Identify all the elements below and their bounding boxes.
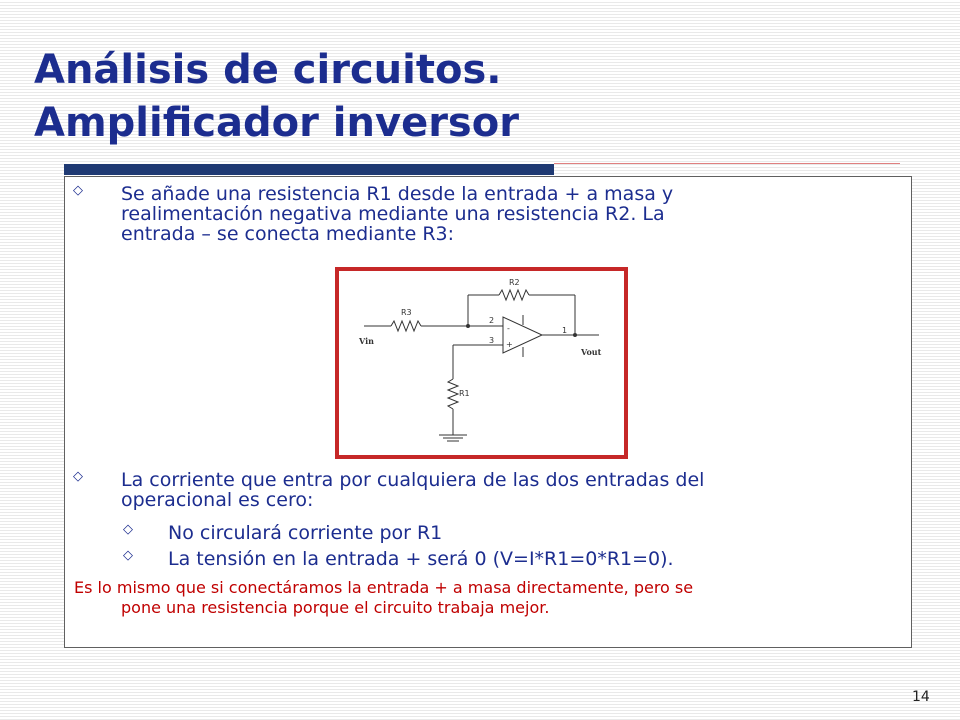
inverting-amplifier-diagram — [339, 271, 624, 455]
bullet-diamond-icon: ◇ — [73, 183, 83, 198]
bullet-1-line-2: realimentación negativa mediante una resistencia R2. La — [121, 203, 665, 225]
pin-2-label: 2 — [489, 316, 495, 325]
r2-label: R2 — [509, 278, 520, 287]
bullet-1-line-1: Se añade una resistencia R1 desde la entrada + a masa y — [121, 183, 674, 205]
page-number: 14 — [912, 689, 930, 705]
pin-3-label: 3 — [489, 336, 495, 345]
circuit-figure — [335, 267, 628, 459]
note-line-1: Es lo mismo que si conectáramos la entrada + a masa directamente, pero se — [74, 578, 694, 597]
bullet-1-line-3: entrada – se conecta mediante R3: — [121, 223, 455, 245]
plus-input-label: + — [506, 340, 513, 349]
title-line-2: Amplificador inversor — [34, 100, 519, 146]
vout-label: Vout — [581, 347, 602, 357]
pin-1-label: 1 — [562, 326, 568, 335]
title-line-1: Análisis de circuitos. — [34, 47, 502, 93]
content-box — [64, 176, 912, 648]
sub-bullet-2: La tensión en la entrada + será 0 (V=I*R1=0*R1=0). — [168, 548, 674, 570]
r1-label: R1 — [459, 389, 470, 398]
bullet-diamond-icon: ◇ — [73, 469, 83, 484]
sub-bullet-1: No circulará corriente por R1 — [168, 522, 443, 544]
bullet-2-line-1: La corriente que entra por cualquiera de las dos entradas del — [121, 469, 705, 491]
bullet-2-line-2: operacional es cero: — [121, 489, 314, 511]
sub-bullet-diamond-icon: ◇ — [123, 522, 133, 537]
title-underline-thin — [554, 163, 900, 164]
sub-bullet-diamond-icon: ◇ — [123, 548, 133, 563]
slide-title — [34, 44, 914, 150]
minus-input-label: - — [507, 324, 510, 333]
vin-label: Vin — [359, 336, 374, 346]
note-line-2: pone una resistencia porque el circuito trabaja mejor. — [121, 598, 550, 617]
title-underline — [64, 164, 554, 175]
r3-label: R3 — [401, 308, 412, 317]
